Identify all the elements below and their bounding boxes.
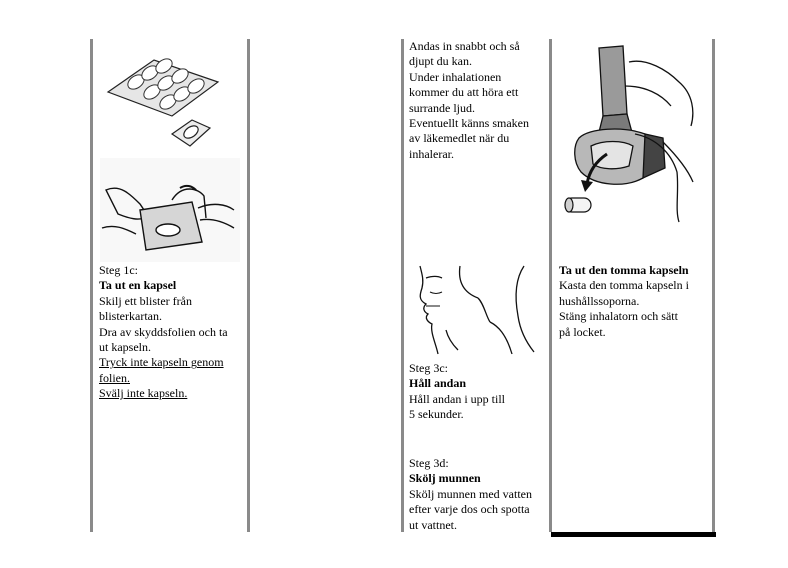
instruction-line: surrande ljud. [409,100,475,115]
remove-capsule-text [559,263,711,340]
instruction-line: på locket. [559,324,606,339]
instruction-line: Skilj ett blister från [99,293,192,308]
step-1c-text [99,263,244,402]
instruction-line: 5 sekunder. [409,407,464,422]
step-heading: Ta ut den tomma kapseln [559,263,689,277]
peel-foil-illustration [100,158,240,262]
instruction-line: blisterkartan. [99,309,162,324]
instruction-line: Under inhalationen [409,69,502,84]
instruction-line: efter varje dos och spotta [409,502,530,517]
step-heading: Håll andan [409,376,467,391]
step-heading: Ta ut en kapsel [99,278,177,293]
step-heading: Skölj munnen [409,471,481,486]
remove-capsule-illustration [559,42,699,224]
instruction-line: djupt du kan. [409,54,472,69]
step-3d-text [409,456,549,533]
instruction-line: Stäng inhalatorn och sätt [559,309,678,324]
column-divider [401,39,404,532]
page-bottom-rule [551,532,716,537]
column-divider [247,39,250,532]
instruction-line: inhalerar. [409,146,454,161]
instruction-line: ut vattnet. [409,517,457,532]
instruction-line: Eventuellt känns smaken [409,116,529,131]
step-label: Steg 1c: [99,263,138,277]
column-divider [90,39,93,532]
step-label: Steg 3c: [409,361,448,375]
instruction-line: ut kapseln. [99,340,151,355]
column-divider [549,39,552,532]
blister-card-illustration [106,52,230,152]
step-3c-text [409,361,549,423]
instruction-line: av läkemedlet när du [409,131,510,146]
warning-line: Svälj inte kapseln. [99,386,188,401]
instruction-line: Dra av skyddsfolien och ta [99,324,228,339]
inhale-instructions [409,39,549,162]
instruction-line: kommer du att höra ett [409,85,519,100]
instruction-line: Andas in snabbt och så [409,39,520,53]
instruction-line: hushållssoporna. [559,293,640,308]
column-divider [712,39,715,532]
instruction-line: Håll andan i upp till [409,391,505,406]
step-label: Steg 3d: [409,456,449,470]
warning-line: Tryck inte kapseln genom [99,355,224,370]
instruction-line: Skölj munnen med vatten [409,486,532,501]
instruction-line: Kasta den tomma kapseln i [559,278,689,293]
warning-line: folien. [99,370,130,385]
face-profile-illustration [412,264,542,356]
